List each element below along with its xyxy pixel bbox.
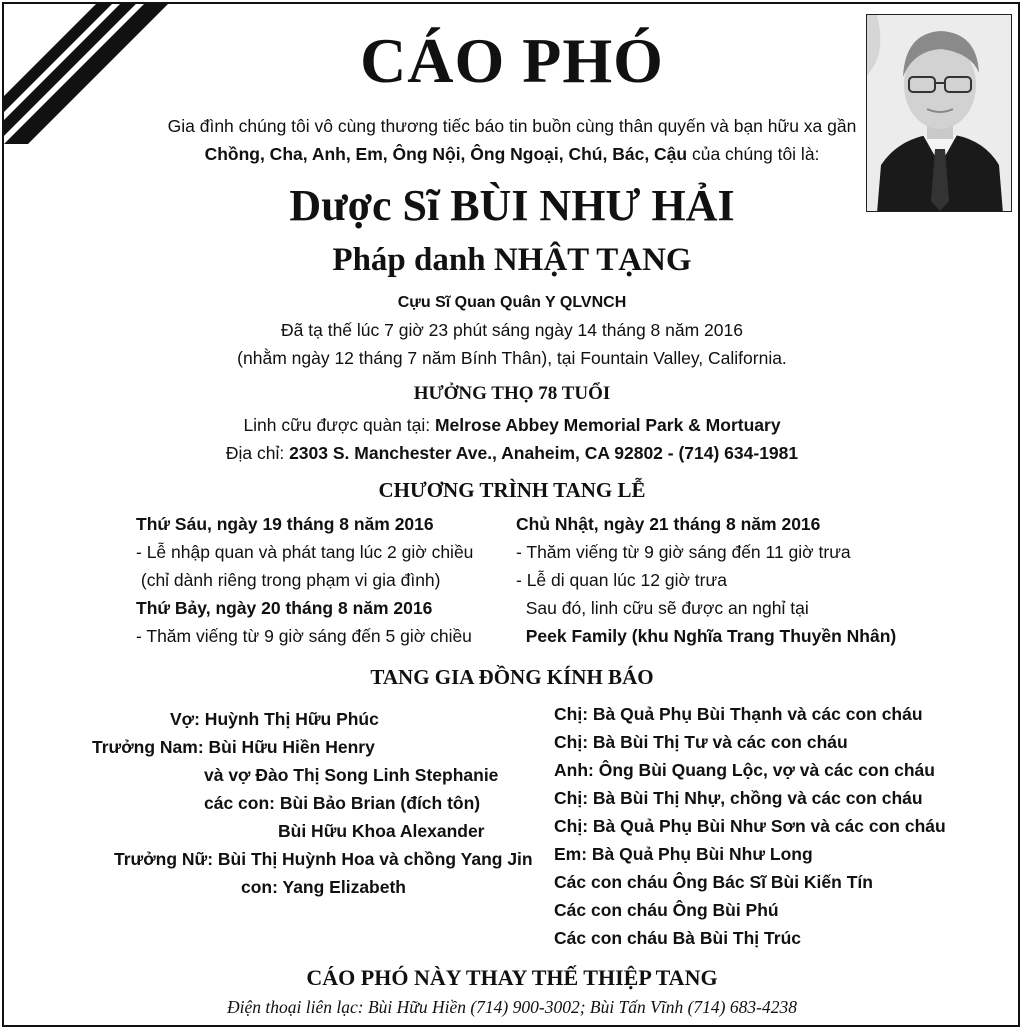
- age-line: HƯỞNG THỌ 78 TUỔI: [413, 383, 611, 404]
- relative-line: Em: Bà Quả Phụ Bùi Như Long: [554, 844, 813, 864]
- passing-date: Đã tạ thế lúc 7 giờ 23 phút sáng ngày 14 tháng 8 năm 2016: [281, 320, 743, 340]
- program-right: [516, 510, 896, 650]
- relative-line: Chị: Bà Quả Phụ Bùi Thạnh và các con cháu: [554, 704, 923, 724]
- program-right-item: Sau đó, linh cữu sẽ được an nghỉ tại: [516, 598, 809, 618]
- dharma-name: Pháp danh NHẬT TẠNG: [332, 242, 692, 278]
- relative-line: Các con cháu Ông Bùi Phú: [554, 900, 779, 920]
- intro-line: Gia đình chúng tôi vô cùng thương tiếc báo tin buồn cùng thân quyến và bạn hữu xa gần: [167, 116, 857, 136]
- contact-phone: Điện thoại liên lạc: Bùi Hữu Hiền (714) 900-3002; Bùi Tấn Vĩnh (714) 683-4238: [227, 997, 797, 1017]
- lunar-date: (nhằm ngày 12 tháng 7 năm Bính Thân), tại Fountain Valley, California.: [237, 348, 787, 368]
- family-member: Trưởng Nữ: Bùi Thị Huỳnh Hoa và chồng Yang Jin: [114, 849, 533, 869]
- repose-label: Linh cữu được quàn tại:: [243, 415, 435, 435]
- relation-line: [0, 144, 1024, 165]
- program-left-item: Thứ Bảy, ngày 20 tháng 8 năm 2016: [136, 598, 433, 618]
- family-member: và vợ Đào Thị Song Linh Stephanie: [204, 765, 499, 785]
- military-rank: Cựu Sĩ Quan Quân Y QLVNCH: [397, 294, 627, 311]
- program-heading: CHƯƠNG TRÌNH TANG LỄ: [378, 478, 646, 502]
- family-member: Vợ: Huỳnh Thị Hữu Phúc: [170, 709, 379, 729]
- program-left: [136, 510, 473, 650]
- relative-line: Chị: Bà Bùi Thị Nhự, chồng và các con cháu: [554, 788, 923, 808]
- program-right-item: - Lễ di quan lúc 12 giờ trưa: [516, 570, 727, 590]
- program-left-item: (chỉ dành riêng trong phạm vi gia đình): [136, 570, 441, 590]
- relation-list: Chồng, Cha, Anh, Em, Ông Nội, Ông Ngoại, Chú, Bác, Cậu: [204, 144, 688, 164]
- family-member: con: Yang Elizabeth: [241, 877, 406, 897]
- repose-place: Melrose Abbey Memorial Park & Mortuary: [434, 415, 781, 435]
- address-label: Địa chỉ:: [225, 443, 290, 463]
- family-member: Trưởng Nam: Bùi Hữu Hiền Henry: [92, 737, 375, 757]
- program-right-item: Chủ Nhật, ngày 21 tháng 8 năm 2016: [516, 514, 821, 534]
- relative-line: Các con cháu Bà Bùi Thị Trúc: [554, 928, 801, 948]
- page-title: CÁO PHÓ: [360, 25, 664, 96]
- relative-line: Các con cháu Ông Bác Sĩ Bùi Kiến Tín: [554, 872, 873, 892]
- family-heading: TANG GIA ĐỒNG KÍNH BÁO: [370, 665, 654, 689]
- program-left-item: Thứ Sáu, ngày 19 tháng 8 năm 2016: [136, 514, 434, 534]
- program-left-item: - Lễ nhập quan và phát tang lúc 2 giờ chiều: [136, 542, 474, 562]
- family-member: Bùi Hữu Khoa Alexander: [278, 821, 485, 841]
- family-member: các con: Bùi Bảo Brian (đích tôn): [204, 793, 481, 813]
- deceased-name: Dược Sĩ BÙI NHƯ HẢI: [289, 181, 735, 230]
- address-value: 2303 S. Manchester Ave., Anaheim, CA 92802 - (714) 634-1981: [289, 443, 799, 463]
- program-right-item: - Thăm viếng từ 9 giờ sáng đến 11 giờ trưa: [516, 542, 851, 562]
- program-left-item: - Thăm viếng từ 9 giờ sáng đến 5 giờ chiều: [136, 626, 472, 646]
- relative-line: Chị: Bà Bùi Thị Tư và các con cháu: [554, 732, 848, 752]
- replacement-notice: CÁO PHÓ NÀY THAY THẾ THIỆP TANG: [306, 965, 718, 990]
- relative-line: Anh: Ông Bùi Quang Lộc, vợ và các con cháu: [554, 760, 935, 780]
- program-right-item: Peek Family (khu Nghĩa Trang Thuyền Nhân): [516, 626, 897, 646]
- repose-line: [0, 415, 1024, 436]
- relative-line: Chị: Bà Quả Phụ Bùi Như Sơn và các con cháu: [554, 816, 946, 836]
- address-line: [0, 443, 1024, 464]
- relation-tail: của chúng tôi là:: [687, 144, 820, 164]
